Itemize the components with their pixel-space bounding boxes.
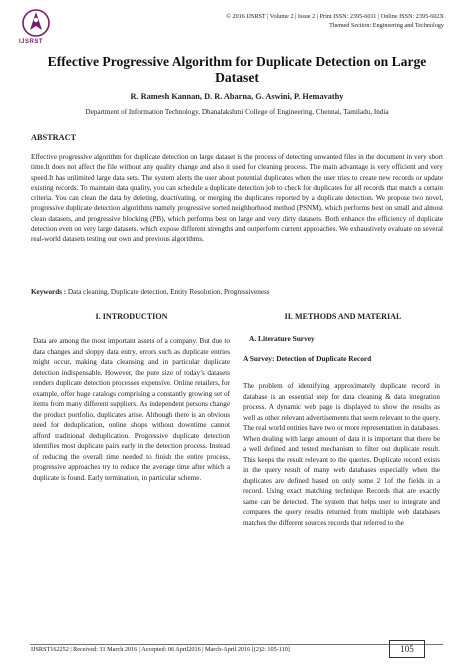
header-themed-section: Themed Section: Engineering and Technology	[329, 22, 444, 29]
footer-divider	[30, 644, 443, 645]
section-methods-heading: II. METHODS AND MATERIAL	[284, 312, 402, 321]
introduction-body: Data are among the most important assets of a company. But due to data changes and sloppy data entry, errors such as duplicate entries might occur, making data cleansing and in particular duplicate detection indispensable. However, the pure size of today’s datasets renders duplicate detection processes expensive. Online retailers, for example, offer huge catalogs comprising a constantly growing set of items from many different suppliers. As independent persons change the product portfolio, duplicates arise. Although there is an obvious need for deduplication, online shops without downtime cannot afford traditional deduplication. Progressive duplicate detection identifies most duplicate pairs early in the detection process. Instead of reducing the overall time needed to finish the entire process, progressive approaches try to reduce the average time after which a duplicate is found. Early termination, in particular scheme.	[33, 337, 230, 482]
abstract-body: Effective progressive algorithm for duplicate detection on large dataset is the process of detecting unwanted files in the document in very short time.It does not affect the file without any quality change and also it used for cleaning process. The main advantage is very efficient and very speed.It has unlimited large data sets. The system alerts the user about potential duplicates when the user tries to create new records or update existing records. To maintain data quality, you can schedule a duplicate detection job to check for duplicates for all records that match a certain criteria. You can clean the data by deleting, deactivating, or merging the duplicates reported by a duplicate detection. We propose two novel, progressive duplicate detection algorithms namely progressive sorted neighborhood method (PSNM), which performs best on small and almost clean datasets, and progressive blocking (PB), which performs best on large and very dirty datasets. Both enhance the efficiency of duplicate detection even on very large datasets. which expose different strengths and outperform current approaches. We exhaustively evaluate on several real-world datasets testing our own and previous algorithms.	[31, 153, 443, 244]
keywords-list: Data cleaning, Duplicate detection, Entity Resolution, Progressiveness	[66, 288, 270, 296]
paper-authors: R. Ramesh Kannan, D. R. Abarna, G. Aswini, P. Hemavathy	[130, 92, 344, 101]
logo-text: IJSRST	[19, 39, 44, 45]
subsection-survey-duplicate-record: A Survey: Detection of Duplicate Record	[243, 354, 372, 363]
keywords	[31, 288, 443, 296]
section-introduction-heading: I. INTRODUCTION	[95, 312, 168, 321]
keywords-label: Keywords :	[31, 288, 67, 296]
footer-citation: IJSRST162252 | Received: 31 March 2016 | Accepted: 06 April2016 | March-April 2016 [(2)2: 105-110]	[31, 646, 290, 653]
abstract-heading: ABSTRACT	[31, 133, 77, 142]
page-number: 105	[389, 640, 425, 658]
paper-affiliation: Department of Information Technology, Dhanalakshmi College of Engineering, Chennai, Tamiladu, India	[85, 108, 389, 116]
journal-logo	[21, 8, 51, 42]
methods-body: The problem of identifying approximately duplicate record in database is an essential step for data cleaning & data integration process. A dynamic web page is displayed to show the results as well as other relevant advertisements that seem relevant to the query. The real world entities have two or more representation in databases. When dealing with large amount of data it is important that there be a well defined and tested mechanism to filter out duplicate result. This keeps the result relevant to the queries. Duplicate record exists in the query result of many web databases especially when the duplicates are defined based on only some 2 1of the fields in a record. Using exact matching technique Records that are exactly same can be detected. The system that helps user to integrate and compares the query results returned from multiple web databases matches the different sources records that referred to the	[243, 382, 440, 527]
journal-logo-icon	[21, 8, 51, 42]
paper-title: Effective Progressive Algorithm for Duplicate Detection on Large Dataset	[47, 54, 427, 85]
header-publication-info: © 2016 IJSRST | Volume 2 | Issue 2 | Print ISSN: 2395-6011 | Online ISSN: 2395-602X	[226, 13, 444, 20]
subsection-literature-survey: A. Literature Survey	[249, 334, 315, 343]
